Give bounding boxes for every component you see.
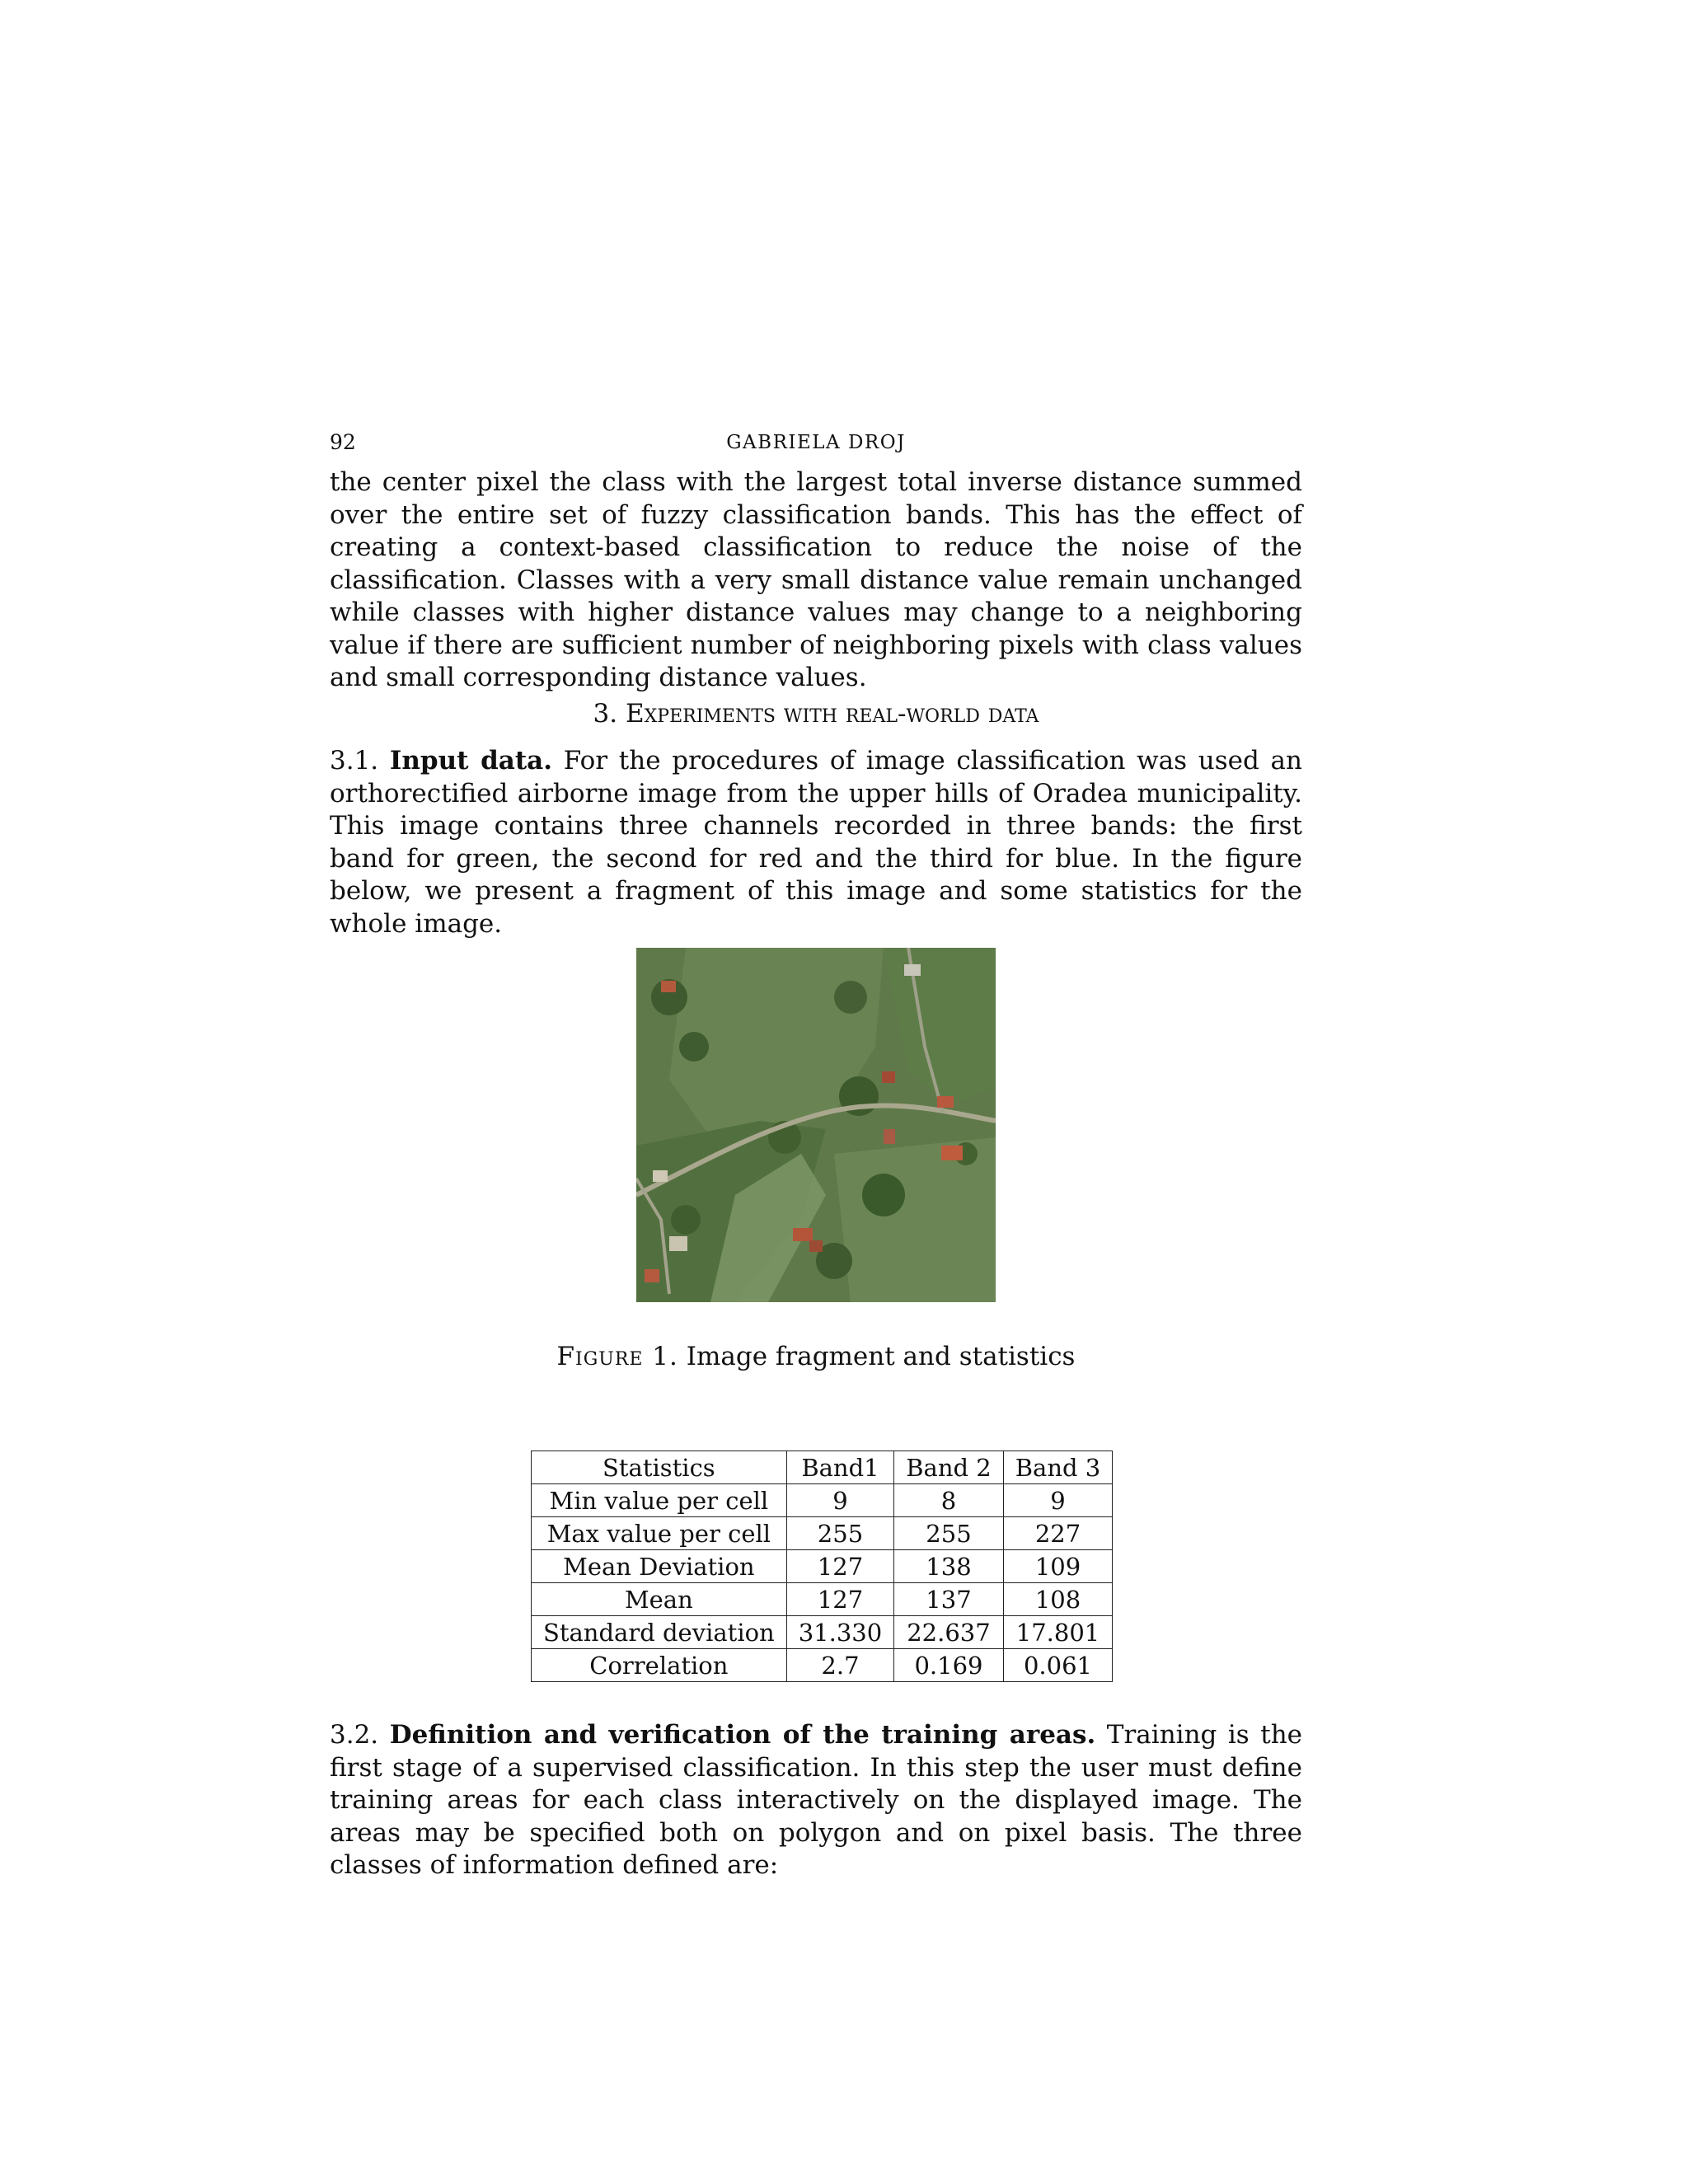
- table-row: [532, 1649, 1113, 1682]
- table-cell: 127: [786, 1550, 893, 1583]
- table-cell: 255: [894, 1517, 1004, 1550]
- table-cell: 138: [894, 1550, 1004, 1583]
- paragraph-continuation: the center pixel the class with the largest total inverse distance summed over the entire set of fuzzy classification bands. This has the effect of creating a context-based classification to reduce the noise of the classification. Classes with a very small distance value remain unchanged while classes with higher distance values may change to a neighboring value if there are sufficient number of neighboring pixels with class values and small corresponding distance values.: [330, 467, 1302, 692]
- figure-caption: [330, 1342, 1302, 1371]
- table-cell: 9: [1003, 1484, 1113, 1517]
- table-row: [532, 1583, 1113, 1616]
- paragraph-training-areas: [330, 1719, 1302, 1882]
- section-title-text: Experiments with real-world data: [625, 699, 1039, 729]
- table-cell: 127: [786, 1583, 893, 1616]
- table-header-cell: Band1: [786, 1451, 893, 1484]
- table-cell: Min value per cell: [532, 1484, 787, 1517]
- table-row: [532, 1616, 1113, 1649]
- table-cell: 31.330: [786, 1616, 893, 1649]
- table-cell: 2.7: [786, 1649, 893, 1682]
- running-head: [330, 430, 1302, 460]
- paragraph-input-data: [330, 745, 1302, 940]
- table-cell: Mean Deviation: [532, 1550, 787, 1583]
- table-cell: 227: [1003, 1517, 1113, 1550]
- table-cell: Standard deviation: [532, 1616, 787, 1649]
- running-head-author: GABRIELA DROJ: [726, 432, 906, 453]
- paper-page: [330, 0, 1302, 2184]
- table-header-cell: Band 2: [894, 1451, 1004, 1484]
- figure-caption-text: Image fragment and statistics: [686, 1342, 1076, 1371]
- table-header-cell: Band 3: [1003, 1451, 1113, 1484]
- figure-label: Figure 1.: [556, 1342, 678, 1371]
- table-cell: Mean: [532, 1583, 787, 1616]
- subsection-heading: Definition and verification of the training areas.: [389, 1720, 1096, 1750]
- table-cell: 22.637: [894, 1616, 1004, 1649]
- subsection-heading: Input data.: [389, 746, 553, 776]
- table-cell: 8: [894, 1484, 1004, 1517]
- subsection-number: 3.2.: [330, 1720, 379, 1750]
- statistics-table: [531, 1451, 1113, 1682]
- table-row: [532, 1550, 1113, 1583]
- table-cell: 137: [894, 1583, 1004, 1616]
- paragraph-text: Training is the first stage of a supervised classification. In this step the user must define training areas for each class interactively on the displayed image. The areas may be specified both on polygon and on pixel basis. The three classes of information defined are:: [330, 1720, 1303, 1880]
- table-row: [532, 1517, 1113, 1550]
- page-number: 92: [330, 430, 356, 454]
- table-row: [532, 1484, 1113, 1517]
- table-cell: 109: [1003, 1550, 1113, 1583]
- table-cell: 0.061: [1003, 1649, 1113, 1682]
- table-cell: 255: [786, 1517, 893, 1550]
- subsection-number: 3.1.: [330, 746, 379, 776]
- table-header-row: [532, 1451, 1113, 1484]
- table-cell: 9: [786, 1484, 893, 1517]
- table-cell: Correlation: [532, 1649, 787, 1682]
- table-header-cell: Statistics: [532, 1451, 787, 1484]
- table-cell: 17.801: [1003, 1616, 1113, 1649]
- table-cell: Max value per cell: [532, 1517, 787, 1550]
- paragraph-text: For the procedures of image classification was used an orthorectified airborne image from the upper hills of Oradea municipality. This image contains three channels recorded in three bands: the first band for green, the second for red and the third for blue. In the figure below, we present a fragment of this image and some statistics for the whole image.: [330, 746, 1303, 939]
- table-cell: 0.169: [894, 1649, 1004, 1682]
- aerial-image-figure: [636, 948, 996, 1302]
- section-heading: [330, 699, 1302, 729]
- table-cell: 108: [1003, 1583, 1113, 1616]
- section-number: 3.: [593, 699, 618, 729]
